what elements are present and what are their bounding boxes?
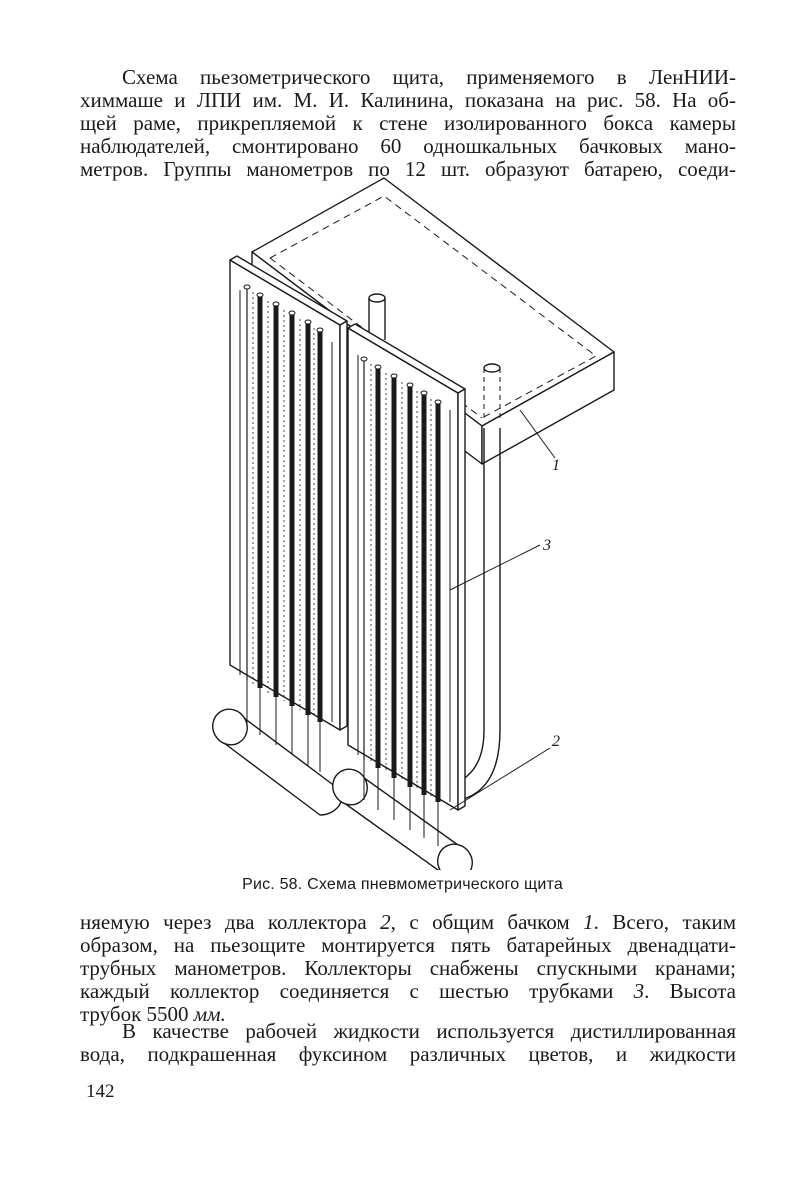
label-tube-3: 3 xyxy=(543,537,551,554)
text-line: образом, на пьезощите монтируется пять батарейных двенадцати- xyxy=(80,933,736,957)
manometer-panel-left xyxy=(230,256,347,730)
paragraph-3 xyxy=(80,1020,736,1066)
text-line xyxy=(80,980,736,1003)
text-line xyxy=(80,911,736,934)
label-collector-2: 2 xyxy=(552,733,560,750)
text-line: щей раме, прикрепляемой к стене изолированного бокса камеры xyxy=(80,111,736,135)
unit: мм. xyxy=(193,1002,226,1026)
text-run: . Всего, таким xyxy=(593,910,736,934)
text-run: , с общим бачком xyxy=(390,910,584,934)
figure-caption: Рис. 58. Схема пневмометрического щита xyxy=(242,876,563,893)
label-tank-1: 1 xyxy=(552,457,560,474)
page-number: 142 xyxy=(86,1081,115,1102)
piezometric-panel-figure xyxy=(200,170,660,870)
text-run: . Высота xyxy=(644,979,736,1003)
text-run: каждый коллектор соединяется с шестью трубками xyxy=(80,979,634,1003)
text-line: метров. Группы манометров по 12 шт. образуют батарею, соеди- xyxy=(80,157,736,181)
ref-number: 3 xyxy=(633,979,645,1003)
ref-number: 1 xyxy=(583,910,594,934)
text-line: Схема пьезометрического щита, применяемого в ЛенНИИ- xyxy=(122,65,736,89)
manometer-panel-right xyxy=(348,324,465,810)
text-line: химмаше и ЛПИ им. М. И. Калинина, показана на рис. 58. На об- xyxy=(80,88,736,112)
text-line: В качестве рабочей жидкости используется дистиллированная xyxy=(122,1019,736,1043)
text-run: трубок 5500 xyxy=(80,1002,194,1026)
text-line: вода, подкрашенная фуксином различных цветов, и жидкости xyxy=(80,1042,736,1066)
text-line: наблюдателей, смонтировано 60 одношкальных бачковых мано- xyxy=(80,134,736,158)
leader-lines xyxy=(450,410,555,810)
text-line: трубных манометров. Коллекторы снабжены спускными кранами; xyxy=(80,956,736,980)
ref-number: 2 xyxy=(380,910,391,934)
text-run: няемую через два коллектора xyxy=(80,910,381,934)
paragraph-2 xyxy=(80,911,736,1026)
paragraph-1 xyxy=(80,66,736,181)
